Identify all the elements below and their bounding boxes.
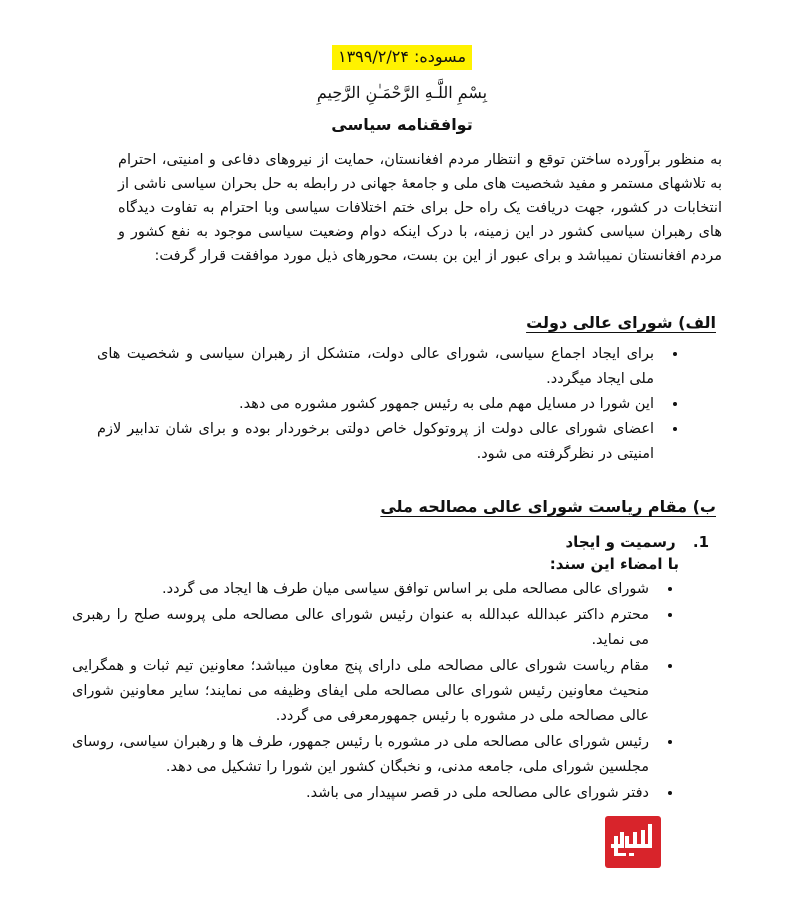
tolo-news-logo-icon: [605, 816, 661, 868]
section-a-heading: الف) شورای عالی دولت: [526, 313, 716, 332]
list-item: • مقام ریاست شورای عالی مصالحه ملی دارای پنج معاون میباشد؛ معاونین تیم ثبات و همگرایی منحیث معاونین رئیس شورای عالی مصالحه ملی ایفای وظیفه می نمایند؛ سایر معاونین شورای عالی مصالحه ملی در مشوره با رئیس جمهورمعرفی می گردد.: [72, 654, 657, 729]
subsection-number: 1.: [692, 533, 709, 551]
list-item: • برای ایجاد اجماع سیاسی، شورای عالی دولت، متشکل از رهبران سیاسی و شخصیت های ملی ایجاد میگردد.: [97, 342, 662, 392]
subsection-1-heading: [565, 533, 709, 551]
list-item: • شورای عالی مصالحه ملی بر اساس توافق سیاسی میان طرف ها ایجاد می گردد.: [72, 577, 657, 602]
document-title: توافقنامه سیاسی: [331, 115, 473, 134]
signature-clause-label: با امضاء این سند:: [549, 555, 679, 573]
list-item: • محترم داکتر عبدالله عبدالله به عنوان رئیس شورای عالی مصالحه ملی پروسه صلح را رهبری می نماید.: [72, 603, 657, 653]
subsection-title: رسمیت و ایجاد: [565, 533, 676, 551]
intro-paragraph: به منظور برآورده ساختن توقع و انتظار مردم افغانستان، حمایت از نیروهای دفاعی و امنیتی، احترام به تلاشهای مستمر و مفید شخصیت های ملی و جامعهٔ جهانی در رابطه به حل بحران سیاسی ناشی از انتخابات در کشور، جهت دریافت یک راه حل برای ختم اختلافات سیاسی وبا احترام به تفاوت دیدگاه های رهبران سیاسی کشور در این زمینه، با درک اینکه دوام وضعیت سیاسی موجود به نفع کشور و مردم افغانستان نمیباشد و برای عبور از این بن بست، محورهای ذیل مورد موافقت قرار گرفت:: [118, 152, 722, 264]
basmala: بِسْمِ اللَّـهِ الرَّحْمَـٰنِ الرَّحِيمِ: [316, 83, 488, 102]
list-item: • اعضای شورای عالی دولت از پروتوکول خاص دولتی برخوردار بوده و برای شان تدابیر لازم امنیتی در نظرگرفته می شود.: [97, 417, 662, 467]
list-item: • رئیس شورای عالی مصالحه ملی در مشوره با رئیس جمهور، طرف ها و رهبران سیاسی، روسای مجلسین شورای ملی، جامعه مدنی، و نخبگان کشور این شورا را تشکیل می دهد.: [72, 730, 657, 780]
section-b-heading: ب) مقام ریاست شورای عالی مصالحه ملی: [380, 497, 716, 516]
list-item: • دفتر شورای عالی مصالحه ملی در قصر سپیدار می باشد.: [72, 781, 657, 806]
draft-date-highlight: مسوده: ۱۳۹۹/۲/۲۴: [332, 45, 472, 70]
section-a-list: [97, 342, 684, 467]
list-item: • این شورا در مسایل مهم ملی به رئیس جمهور کشور مشوره می دهد.: [97, 392, 662, 417]
section-b-list: [72, 577, 679, 807]
draft-date-line: [0, 45, 804, 70]
